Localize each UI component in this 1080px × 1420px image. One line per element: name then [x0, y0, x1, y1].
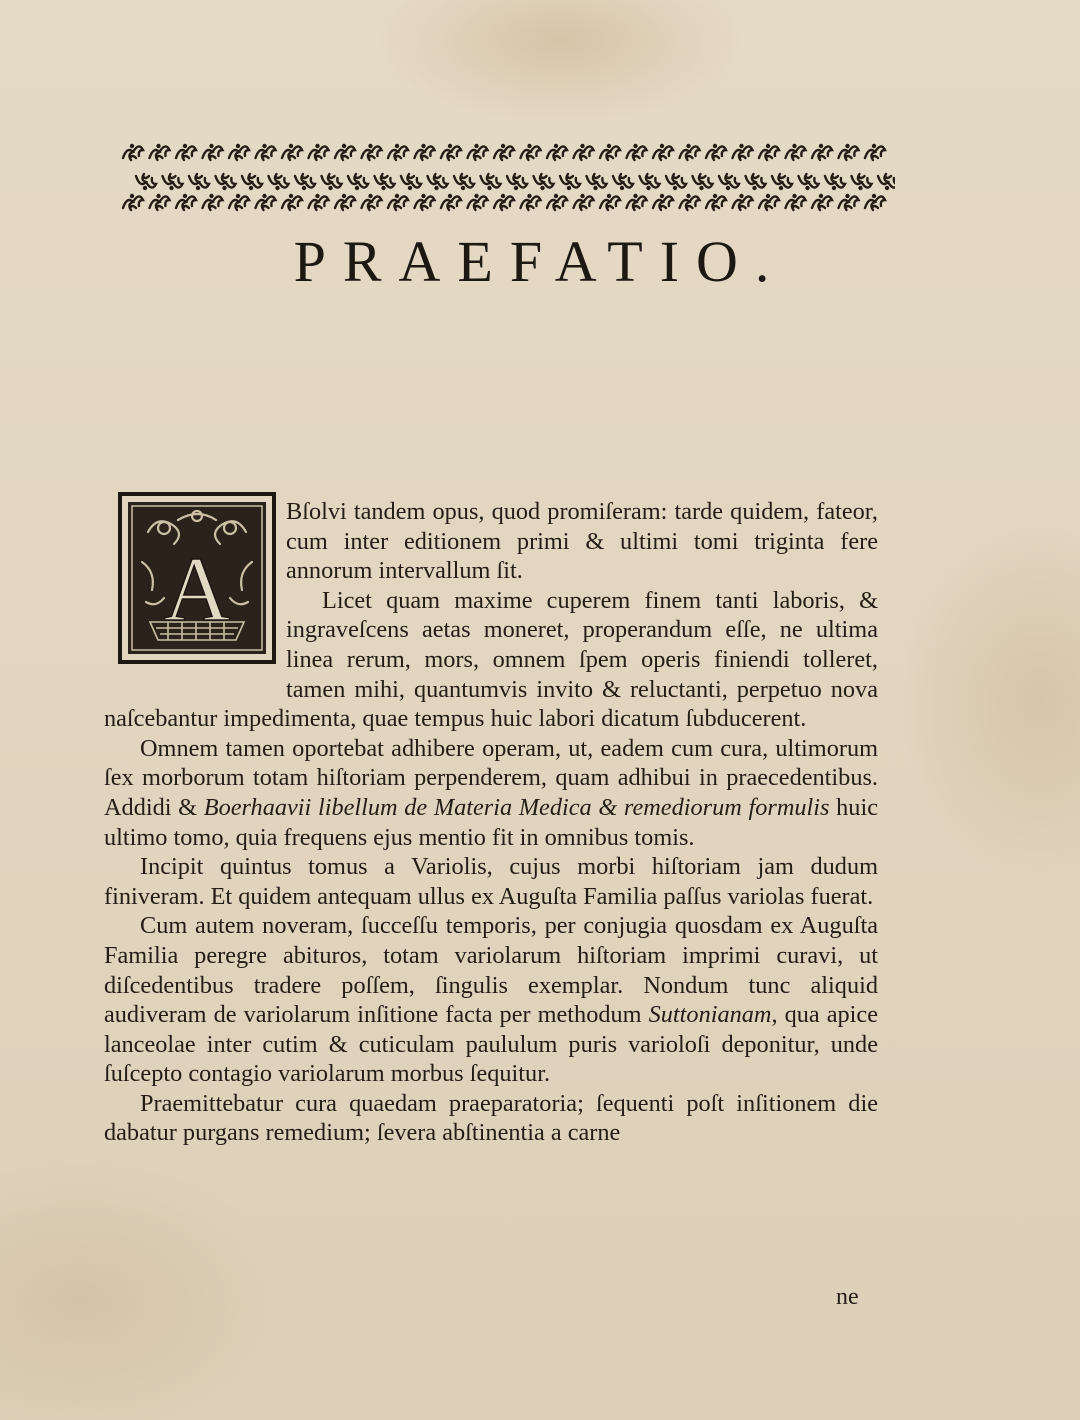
initial-spacer [104, 497, 286, 675]
initial-letter: A [163, 538, 231, 640]
fleuron-ornament-icon [120, 132, 895, 214]
paragraph-text: , qua apice lanceolae inter cutim & cuticulam paululum puris varioloſi deponitur, unde ſuſcepto contagio variolarum morbus ſequitur. [104, 1001, 878, 1088]
italic-text: Boerhaavii libellum de Materia Medica & remediorum formulis [203, 793, 830, 821]
paragraph [104, 852, 878, 911]
paragraph-text: huic ultimo tomo, quia frequens ejus mentio fit in omnibus tomis. [104, 793, 878, 851]
paragraph-text: Cum autem noveram, ſucceſſu temporis, per conjugia quosdam ex Auguſta Familia peregre abituros, totam variolarum hiſtoriam imprimi curavi, ut diſcedentibus tradere poſſem, ſingulis exemplar. Nondum tunc aliquid audiveram de variolarum inſitione facta per methodum [104, 912, 878, 1029]
paragraph [104, 1089, 878, 1148]
fleuron-ornament-band [120, 132, 895, 214]
paragraph [104, 911, 878, 1089]
paragraph-text: Omnem tamen oportebat adhibere operam, ut, eadem cum cura, ultimorum ſex morborum totam hiſtoriam perpenderem, quam adhibui in praecedentibus. Addidi & [104, 734, 878, 821]
paragraph-text: Licet quam maxime cuperem finem tanti laboris, & ingraveſcens aetas moneret, properandum eſſe, ne ultima linea rerum, mors, omnem ſpem operis finiendi tolleret, tamen mihi, quantumvis invito & reluctanti, perpetuo nova naſcebantur impedimenta, quae tempus huic labori dicatum ſubducerent. [104, 586, 878, 733]
catchword: ne [836, 1284, 859, 1310]
page-title: PRAEFATIO. [293, 229, 787, 294]
italic-text: Suttonianam [648, 1001, 772, 1029]
paragraph-text: Incipit quintus tomus a Variolis, cujus morbi hiſtoriam jam dudum finiveram. Et quidem antequam ullus ex Auguſta Familia paſſus variolas fuerat. [104, 853, 878, 910]
body-text [104, 497, 878, 1148]
paragraph [104, 734, 878, 852]
paragraph-text: Praemittebatur cura quaedam praeparatoria; ſequenti poſt inſitionem die dabatur purgans remedium; ſevera abſtinentia a carne [104, 1089, 878, 1147]
paragraph-text: Bſolvi tandem opus, quod promiſeram: tarde quidem, fateor, cum inter editionem primi & ultimi tomi triginta fere annorum intervallum ſit. [286, 498, 878, 585]
